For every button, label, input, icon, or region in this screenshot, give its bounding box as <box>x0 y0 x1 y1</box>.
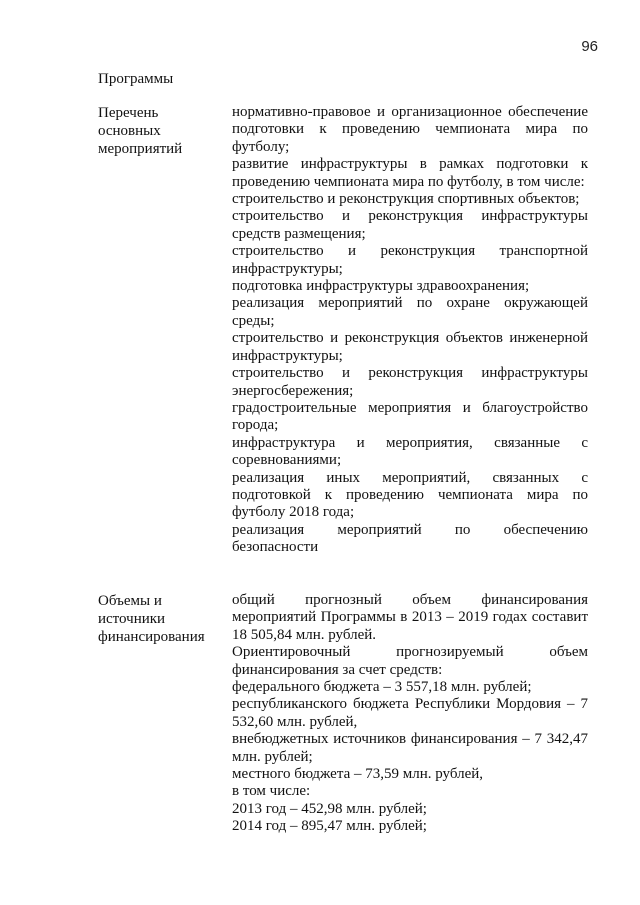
events-label-line: Перечень <box>98 105 159 121</box>
funding-item: внебюджетных источников финансирования – 7 342,47 млн. рублей; <box>232 731 588 765</box>
program-heading: Программы <box>98 71 174 87</box>
event-item: инфраструктура и мероприятия, связанные с соревнованиями; <box>232 434 588 469</box>
events-list <box>232 104 588 557</box>
event-item: строительство и реконструкция транспортной инфраструктуры; <box>232 243 588 277</box>
events-section-label <box>98 104 218 158</box>
event-item: строительство и реконструкция объектов инженерной инфраструктуры; <box>232 330 588 364</box>
event-item: реализация иных мероприятий, связанных с подготовкой к проведению чемпионата мира по футболу 2018 года; <box>232 469 588 521</box>
funding-item: республиканского бюджета Республики Мордовия – 7 532,60 млн. рублей, <box>232 696 588 730</box>
event-item: строительство и реконструкция инфраструктуры средств размещения; <box>232 208 588 242</box>
funding-section-label <box>98 592 218 646</box>
event-item: строительство и реконструкция спортивных объектов; <box>232 191 580 208</box>
funding-label-line: источники <box>98 611 166 627</box>
funding-item: общий прогнозный объем финансирования мероприятий Программы в 2013 – 2019 годах составит 18 505,84 млн. рублей. <box>232 592 588 643</box>
funding-item: Ориентировочный прогнозируемый объем финансирования за счет средств: <box>232 644 588 678</box>
event-item: строительство и реконструкция инфраструктуры энергосбережения; <box>232 365 588 399</box>
event-item: градостроительные мероприятия и благоустройство города; <box>232 399 588 434</box>
funding-item: местного бюджета – 73,59 млн. рублей, <box>232 766 484 783</box>
funding-label-line: финансирования <box>98 629 205 645</box>
funding-list <box>232 592 588 836</box>
event-item: реализация мероприятий по охране окружающей среды; <box>232 295 588 329</box>
funding-item: федерального бюджета – 3 557,18 млн. рублей; <box>232 679 532 696</box>
funding-item: 2014 год – 895,47 млн. рублей; <box>232 818 427 835</box>
event-item: подготовка инфраструктуры здравоохранения; <box>232 278 530 295</box>
event-item: развитие инфраструктуры в рамках подготовки к проведению чемпионата мира по футболу, в том числе: <box>232 156 588 190</box>
funding-label-line: Объемы и <box>98 593 162 609</box>
events-label-line: основных <box>98 123 161 139</box>
event-item: нормативно-правовое и организационное обеспечение подготовки к проведению чемпионата мира по футболу; <box>232 104 588 155</box>
events-label-line: мероприятий <box>98 141 183 157</box>
page-number: 96 <box>581 38 598 55</box>
funding-item: в том числе: <box>232 783 311 800</box>
event-item: реализация мероприятий по обеспечению безопасности <box>232 521 588 556</box>
funding-item: 2013 год – 452,98 млн. рублей; <box>232 800 427 817</box>
